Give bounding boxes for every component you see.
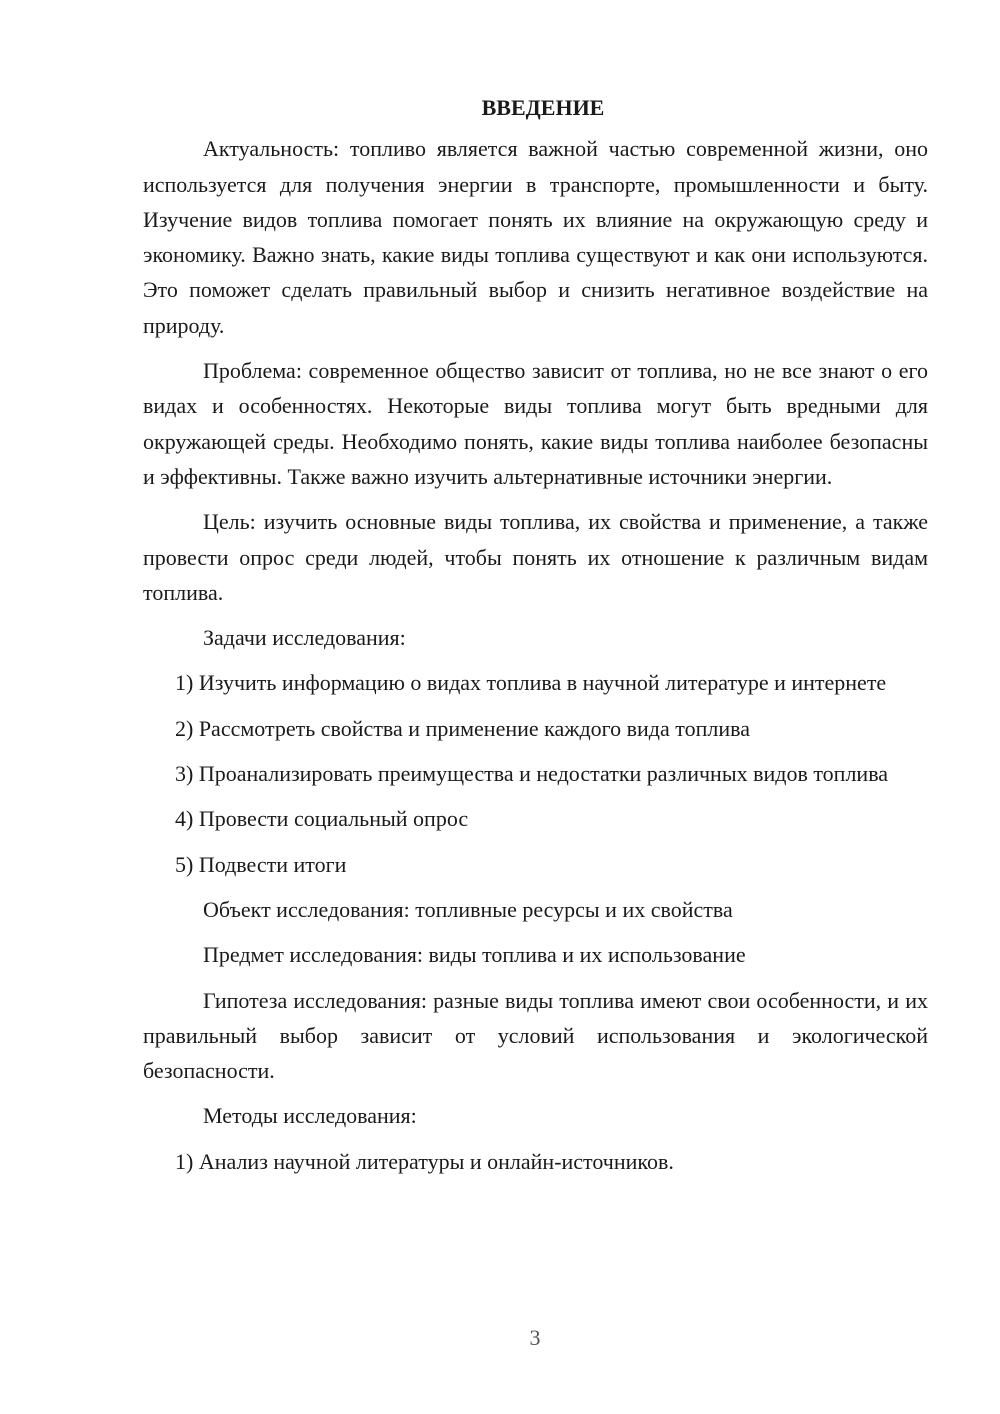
- problem-paragraph: Проблема: современное общество зависит от топлива, но не все знают о его видах и особенностях. Некоторые виды топлива могут быть вредными для окружающей среды. Необходимо понять, какие виды топлива наиболее безопасны и эффективны. Также важно изучить альтернативные источники энергии.: [143, 358, 928, 489]
- method-item-1: 1) Анализ научной литературы и онлайн-источников.: [175, 1148, 674, 1174]
- research-subject: Предмет исследования: виды топлива и их использование: [203, 942, 746, 968]
- task-item-2: 2) Рассмотреть свойства и применение каждого вида топлива: [175, 715, 750, 741]
- hypothesis-paragraph: Гипотеза исследования: разные виды топлива имеют свои особенности, и их правильный выбор зависит от условий использования и экологической безопасности.: [143, 987, 928, 1084]
- task-item-1: 1) Изучить информацию о видах топлива в научной литературе и интернете: [175, 670, 887, 696]
- document-body: [143, 90, 928, 1189]
- task-item-5: 5) Подвести итоги: [175, 851, 347, 877]
- goal-paragraph: Цель: изучить основные виды топлива, их свойства и применение, а также провести опрос среди людей, чтобы понять их отношение к различным видам топлива.: [143, 509, 928, 605]
- task-item-3: 3) Проанализировать преимущества и недостатки различных видов топлива: [175, 761, 889, 787]
- page-title: ВВЕДЕНИЕ: [481, 95, 605, 120]
- task-item-4: 4) Провести социальный опрос: [175, 806, 469, 832]
- research-object: Объект исследования: топливные ресурсы и их свойства: [203, 896, 733, 922]
- tasks-heading: Задачи исследования:: [203, 625, 406, 651]
- page-number: 3: [529, 1325, 541, 1350]
- methods-heading: Методы исследования:: [203, 1103, 417, 1129]
- relevance-paragraph: Актуальность: топливо является важной частью современной жизни, оно используется для получения энергии в транспорте, промышленности и быту. Изучение видов топлива помогает понять их влияние на окружающую среду и экономику. Важно знать, какие виды топлива существуют и как они используются. Это поможет сделать правильный выбор и снизить негативное воздействие на природу.: [143, 136, 928, 338]
